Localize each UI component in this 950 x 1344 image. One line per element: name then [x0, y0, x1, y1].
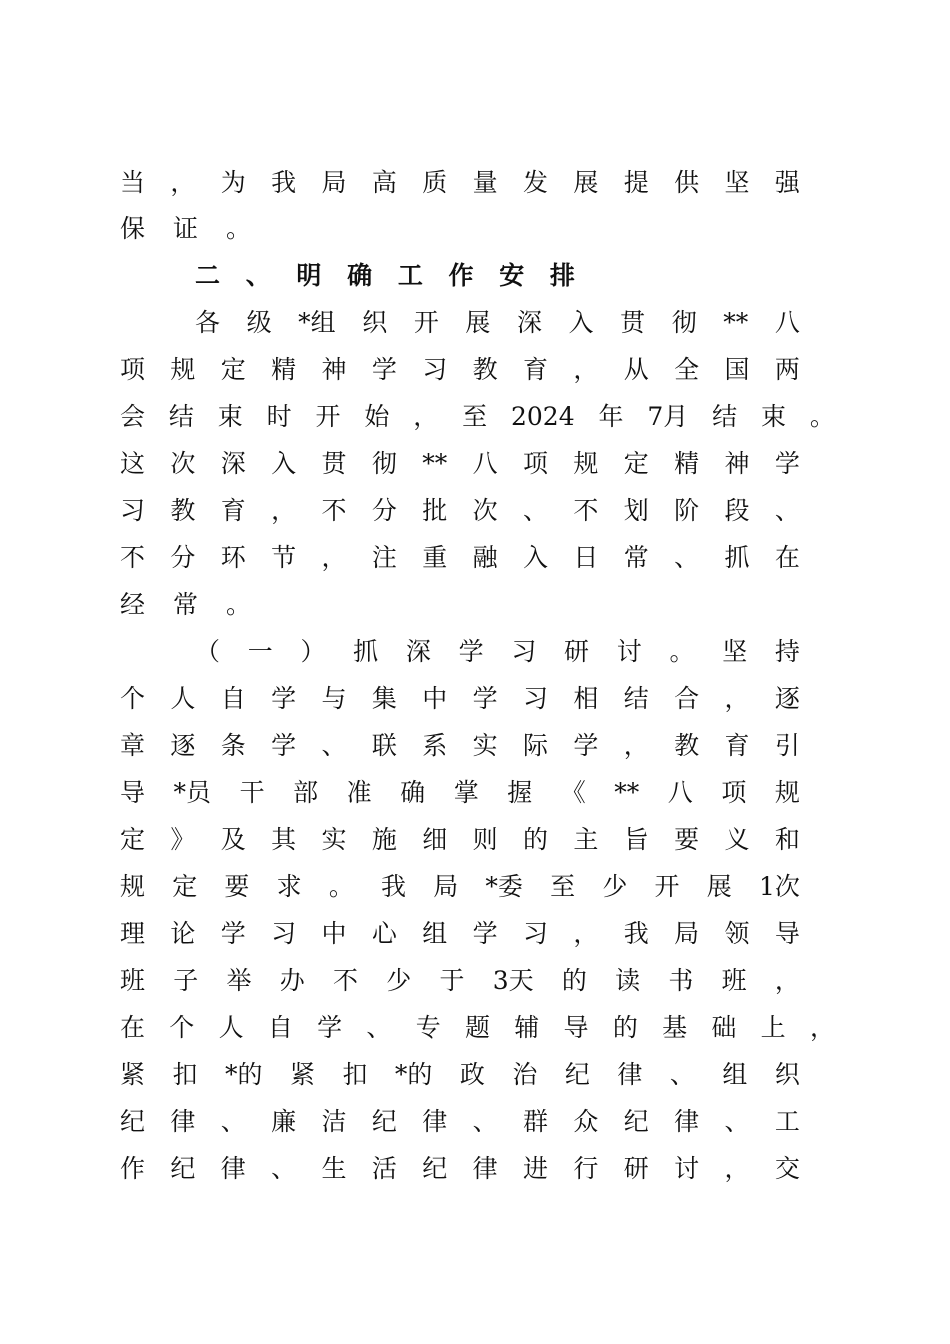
text-glyph: 彻	[671, 308, 697, 337]
text-glyph: 精	[271, 355, 297, 384]
text-glyph: ，	[724, 1154, 750, 1183]
text-glyph: 供	[674, 168, 700, 197]
text-glyph: 2024	[511, 402, 575, 431]
text-glyph: 、	[245, 261, 271, 290]
text-glyph: 证	[173, 214, 199, 243]
text-glyph: 子	[173, 966, 199, 995]
text-glyph: 、	[220, 1107, 246, 1136]
text-glyph: 3天	[492, 966, 534, 995]
text-glyph: 题	[464, 1013, 490, 1042]
text-glyph: 入	[568, 308, 594, 337]
text-glyph: 治	[512, 1060, 538, 1089]
text-glyph: 八	[667, 778, 693, 807]
text-glyph: 当	[120, 168, 146, 197]
text-glyph: 抓	[353, 637, 379, 666]
text-glyph: 深	[220, 449, 246, 478]
text-glyph: 至	[550, 872, 576, 901]
text-glyph: 学	[371, 355, 397, 384]
text-line	[120, 776, 800, 810]
text-glyph: 精	[674, 449, 700, 478]
text-glyph: 贯	[321, 449, 347, 478]
text-glyph: ，	[774, 966, 800, 995]
text-glyph: 育	[724, 731, 750, 760]
text-glyph: 入	[523, 543, 549, 572]
text-glyph: 中	[321, 919, 347, 948]
text-glyph: 施	[371, 825, 397, 854]
text-glyph: 提	[623, 168, 649, 197]
text-glyph: 少	[386, 966, 412, 995]
text-glyph: 习	[523, 919, 549, 948]
text-glyph: 排	[549, 261, 575, 290]
text-glyph: 局	[433, 872, 459, 901]
text-glyph: 干	[239, 778, 265, 807]
text-glyph: 定	[623, 449, 649, 478]
text-glyph: 育	[220, 496, 246, 525]
text-line	[120, 1058, 800, 1092]
text-glyph: 深	[405, 637, 431, 666]
text-glyph: 织	[774, 1060, 800, 1089]
text-glyph: 规	[170, 355, 196, 384]
text-glyph: 领	[724, 919, 750, 948]
text-glyph: 日	[573, 543, 599, 572]
text-glyph: 上	[760, 1013, 786, 1042]
text-glyph: 次	[170, 449, 196, 478]
text-glyph: 学	[317, 1013, 343, 1042]
text-glyph: 作	[120, 1154, 146, 1183]
text-line	[120, 964, 800, 998]
text-line	[120, 823, 800, 857]
text-glyph: 进	[523, 1154, 549, 1183]
text-glyph: 工	[397, 261, 423, 290]
text-glyph: 逐	[774, 684, 800, 713]
text-glyph: 论	[170, 919, 196, 948]
text-line	[120, 682, 800, 716]
text-line	[120, 494, 800, 528]
text-glyph: 、	[669, 1060, 695, 1089]
text-glyph: 不	[333, 966, 359, 995]
text-glyph: 律	[472, 1154, 498, 1183]
text-glyph: 主	[573, 825, 599, 854]
text-glyph: 展	[465, 308, 491, 337]
text-glyph: ，	[573, 919, 599, 948]
text-glyph: 工	[774, 1107, 800, 1136]
text-glyph: 划	[623, 496, 649, 525]
text-glyph: 结	[623, 684, 649, 713]
text-glyph: 时	[266, 402, 292, 431]
text-glyph: 合	[674, 684, 700, 713]
text-glyph: 神	[321, 355, 347, 384]
text-line	[120, 541, 800, 575]
text-glyph: 习	[120, 496, 146, 525]
text-glyph: 局	[674, 919, 700, 948]
text-glyph: ）	[300, 637, 326, 666]
text-glyph: 学	[271, 684, 297, 713]
text-glyph: 全	[674, 355, 700, 384]
text-glyph: 廉	[271, 1107, 297, 1136]
text-glyph: 讨	[616, 637, 642, 666]
text-glyph: 在	[774, 543, 800, 572]
text-glyph: 细	[422, 825, 448, 854]
text-glyph: 研	[623, 1154, 649, 1183]
text-line	[120, 1011, 835, 1045]
text-glyph: 二	[195, 261, 221, 290]
text-glyph: 班	[120, 966, 146, 995]
text-glyph: 基	[662, 1013, 688, 1042]
text-glyph: 学	[472, 919, 498, 948]
text-glyph: 少	[602, 872, 628, 901]
text-glyph: 际	[523, 731, 549, 760]
text-glyph: 阶	[674, 496, 700, 525]
text-glyph: 《	[560, 778, 586, 807]
text-glyph: 学	[271, 731, 297, 760]
text-glyph: 导	[120, 778, 146, 807]
text-glyph: 经	[120, 590, 146, 619]
text-glyph: 分	[170, 543, 196, 572]
text-glyph: 批	[422, 496, 448, 525]
text-line	[120, 1152, 800, 1186]
text-glyph: 教	[472, 355, 498, 384]
text-glyph: 辅	[514, 1013, 540, 1042]
text-glyph: 律	[422, 1107, 448, 1136]
text-glyph: 》	[170, 825, 196, 854]
text-glyph: 开	[654, 872, 680, 901]
text-glyph: 实	[321, 825, 347, 854]
text-glyph: 重	[422, 543, 448, 572]
text-glyph: 高	[371, 168, 397, 197]
text-glyph: 始	[364, 402, 390, 431]
text-glyph: 结	[712, 402, 738, 431]
text-glyph: 众	[573, 1107, 599, 1136]
text-glyph: 引	[774, 731, 800, 760]
text-glyph: 人	[170, 684, 196, 713]
text-glyph: 常	[173, 590, 199, 619]
text-glyph: **	[422, 449, 448, 478]
text-line	[120, 729, 800, 763]
text-glyph: *员	[173, 778, 212, 807]
text-line	[120, 212, 800, 246]
text-glyph: 局	[321, 168, 347, 197]
text-glyph: 与	[321, 684, 347, 713]
text-glyph: 纪	[371, 1107, 397, 1136]
text-glyph: 、	[271, 1154, 297, 1183]
text-glyph: 学	[458, 637, 484, 666]
text-glyph: 、	[321, 731, 347, 760]
text-glyph: 入	[271, 449, 297, 478]
text-glyph: 段	[724, 496, 750, 525]
text-glyph: *委	[485, 872, 523, 901]
text-glyph: 律	[674, 1107, 700, 1136]
text-glyph: 坚	[722, 637, 748, 666]
text-glyph: **	[723, 308, 749, 337]
text-glyph: 举	[226, 966, 252, 995]
text-glyph: 则	[472, 825, 498, 854]
text-glyph: 在	[120, 1013, 146, 1042]
text-glyph: 习	[511, 637, 537, 666]
text-glyph: 学	[573, 731, 599, 760]
text-glyph: 我	[381, 872, 407, 901]
text-glyph: 项	[721, 778, 747, 807]
text-glyph: 开	[413, 308, 439, 337]
text-glyph: 础	[711, 1013, 737, 1042]
text-glyph: 掌	[453, 778, 479, 807]
section-heading	[195, 259, 575, 293]
text-glyph: 我	[623, 919, 649, 948]
text-glyph: 抓	[724, 543, 750, 572]
text-glyph: 束	[761, 402, 787, 431]
text-glyph: 于	[439, 966, 465, 995]
text-glyph: 级	[246, 308, 272, 337]
text-glyph: 7月	[647, 402, 689, 431]
text-glyph: 环	[220, 543, 246, 572]
text-glyph: 条	[220, 731, 246, 760]
text-glyph: 旨	[623, 825, 649, 854]
text-glyph: ，	[623, 731, 649, 760]
text-glyph: 规	[120, 872, 146, 901]
text-glyph: 要	[674, 825, 700, 854]
text-line	[120, 400, 835, 434]
text-glyph: 的	[561, 966, 587, 995]
text-glyph: 系	[422, 731, 448, 760]
text-glyph: 作	[448, 261, 474, 290]
text-glyph: 、	[523, 496, 549, 525]
text-glyph: 班	[721, 966, 747, 995]
text-glyph: 学	[774, 449, 800, 478]
text-glyph: 次	[472, 496, 498, 525]
text-glyph: 展	[706, 872, 732, 901]
text-glyph: 两	[774, 355, 800, 384]
text-glyph: 这	[120, 449, 146, 478]
text-glyph: 八	[774, 308, 800, 337]
text-glyph: 不	[321, 496, 347, 525]
text-glyph: 常	[623, 543, 649, 572]
text-glyph: 纪	[120, 1107, 146, 1136]
text-glyph: 规	[774, 778, 800, 807]
text-glyph: 纪	[422, 1154, 448, 1183]
text-glyph: 质	[422, 168, 448, 197]
text-glyph: 自	[267, 1013, 293, 1042]
text-glyph: 。	[328, 872, 354, 901]
text-glyph: 扣	[342, 1060, 368, 1089]
text-glyph: 、	[724, 1107, 750, 1136]
text-glyph: 要	[224, 872, 250, 901]
text-glyph: 确	[347, 261, 373, 290]
text-line	[120, 166, 800, 200]
text-line	[120, 588, 800, 622]
text-glyph: 理	[120, 919, 146, 948]
text-glyph: 集	[371, 684, 397, 713]
text-glyph: 相	[573, 684, 599, 713]
text-glyph: 确	[400, 778, 426, 807]
text-glyph: ，	[271, 496, 297, 525]
text-glyph: 教	[674, 731, 700, 760]
text-glyph: 自	[220, 684, 246, 713]
text-glyph: 贯	[620, 308, 646, 337]
text-glyph: 律	[617, 1060, 643, 1089]
text-glyph: 。	[809, 402, 835, 431]
text-glyph: 节	[271, 543, 297, 572]
text-glyph: **	[614, 778, 640, 807]
text-glyph: 国	[724, 355, 750, 384]
text-glyph: 明	[296, 261, 322, 290]
text-glyph: 。	[226, 214, 252, 243]
text-glyph: 规	[573, 449, 599, 478]
text-glyph: 导	[563, 1013, 589, 1042]
text-glyph: 定	[120, 825, 146, 854]
text-glyph: 安	[499, 261, 525, 290]
text-glyph: 组	[722, 1060, 748, 1089]
text-glyph: 注	[371, 543, 397, 572]
text-glyph: 不	[573, 496, 599, 525]
text-glyph: 一	[247, 637, 273, 666]
text-glyph: ，	[724, 684, 750, 713]
text-glyph: 各	[195, 308, 221, 337]
text-glyph: 融	[472, 543, 498, 572]
text-glyph: 章	[120, 731, 146, 760]
paragraph-first-line	[195, 306, 800, 340]
text-glyph: 结	[168, 402, 194, 431]
text-glyph: 习	[523, 684, 549, 713]
text-glyph: 个	[169, 1013, 195, 1042]
text-glyph: 定	[220, 355, 246, 384]
text-glyph: 育	[523, 355, 549, 384]
text-glyph: *的	[394, 1060, 433, 1089]
text-glyph: 。	[226, 590, 252, 619]
text-glyph: 中	[422, 684, 448, 713]
text-glyph: 研	[564, 637, 590, 666]
text-glyph: 从	[623, 355, 649, 384]
text-glyph: 政	[459, 1060, 485, 1089]
text-glyph: 神	[724, 449, 750, 478]
text-glyph: 律	[170, 1107, 196, 1136]
text-glyph: 展	[573, 168, 599, 197]
text-glyph: 持	[774, 637, 800, 666]
text-glyph: 扣	[172, 1060, 198, 1089]
text-glyph: 讨	[674, 1154, 700, 1183]
text-glyph: 保	[120, 214, 146, 243]
text-glyph: 导	[774, 919, 800, 948]
text-glyph: 不	[120, 543, 146, 572]
text-glyph: 学	[472, 684, 498, 713]
text-glyph: 实	[472, 731, 498, 760]
text-glyph: *组	[298, 308, 336, 337]
text-glyph: 紧	[289, 1060, 315, 1089]
text-glyph: 个	[120, 684, 146, 713]
text-glyph: 心	[371, 919, 397, 948]
text-glyph: 逐	[170, 731, 196, 760]
text-glyph: 行	[573, 1154, 599, 1183]
text-glyph: 。	[669, 637, 695, 666]
text-glyph: 束	[217, 402, 243, 431]
text-glyph: 八	[472, 449, 498, 478]
text-glyph: 纪	[623, 1107, 649, 1136]
text-glyph: 习	[271, 919, 297, 948]
text-glyph: 联	[371, 731, 397, 760]
text-glyph: 发	[523, 168, 549, 197]
text-glyph: 部	[293, 778, 319, 807]
text-glyph: 、	[472, 1107, 498, 1136]
text-glyph: 的	[523, 825, 549, 854]
text-glyph: 的	[612, 1013, 638, 1042]
text-glyph: 紧	[120, 1060, 146, 1089]
text-glyph: 书	[668, 966, 694, 995]
text-glyph: ，	[573, 355, 599, 384]
text-line	[120, 870, 800, 904]
text-glyph: （	[195, 637, 221, 666]
text-glyph: 强	[774, 168, 800, 197]
text-glyph: 交	[774, 1154, 800, 1183]
text-line	[120, 447, 800, 481]
text-glyph: 织	[362, 308, 388, 337]
text-glyph: 群	[523, 1107, 549, 1136]
text-glyph: 人	[218, 1013, 244, 1042]
text-glyph: ，	[321, 543, 347, 572]
text-glyph: 、	[774, 496, 800, 525]
text-glyph: 纪	[170, 1154, 196, 1183]
text-glyph: 及	[220, 825, 246, 854]
text-glyph: 其	[271, 825, 297, 854]
text-glyph: *的	[224, 1060, 263, 1089]
text-glyph: 我	[271, 168, 297, 197]
text-glyph: 活	[371, 1154, 397, 1183]
text-glyph: 项	[522, 449, 548, 478]
text-glyph: 定	[172, 872, 198, 901]
text-glyph: 读	[615, 966, 641, 995]
text-glyph: 组	[422, 919, 448, 948]
text-glyph: 习	[422, 355, 448, 384]
text-glyph: 纪	[564, 1060, 590, 1089]
text-glyph: 教	[170, 496, 196, 525]
text-glyph: 学	[220, 919, 246, 948]
text-glyph: 握	[507, 778, 533, 807]
text-glyph: 准	[346, 778, 372, 807]
text-glyph: 开	[315, 402, 341, 431]
text-line	[120, 1105, 800, 1139]
text-glyph: 洁	[321, 1107, 347, 1136]
text-glyph: 坚	[724, 168, 750, 197]
text-line	[120, 917, 800, 951]
text-glyph: 为	[220, 168, 246, 197]
text-glyph: 1次	[758, 872, 800, 901]
text-glyph: 和	[774, 825, 800, 854]
text-glyph: ，	[809, 1013, 835, 1042]
text-glyph: 深	[516, 308, 542, 337]
text-glyph: 、	[366, 1013, 392, 1042]
text-glyph: 专	[415, 1013, 441, 1042]
subsection-first-line	[195, 635, 800, 669]
text-line	[120, 353, 800, 387]
text-glyph: 、	[674, 543, 700, 572]
text-glyph: 年	[598, 402, 624, 431]
text-glyph: 项	[120, 355, 146, 384]
text-glyph: 会	[120, 402, 146, 431]
text-glyph: 义	[724, 825, 750, 854]
text-glyph: 求	[276, 872, 302, 901]
text-glyph: 律	[220, 1154, 246, 1183]
text-glyph: 量	[472, 168, 498, 197]
text-glyph: 办	[279, 966, 305, 995]
text-glyph: ，	[413, 402, 439, 431]
text-glyph: 至	[462, 402, 488, 431]
text-glyph: 彻	[371, 449, 397, 478]
text-glyph: ，	[170, 168, 196, 197]
text-glyph: 分	[371, 496, 397, 525]
text-glyph: 生	[321, 1154, 347, 1183]
